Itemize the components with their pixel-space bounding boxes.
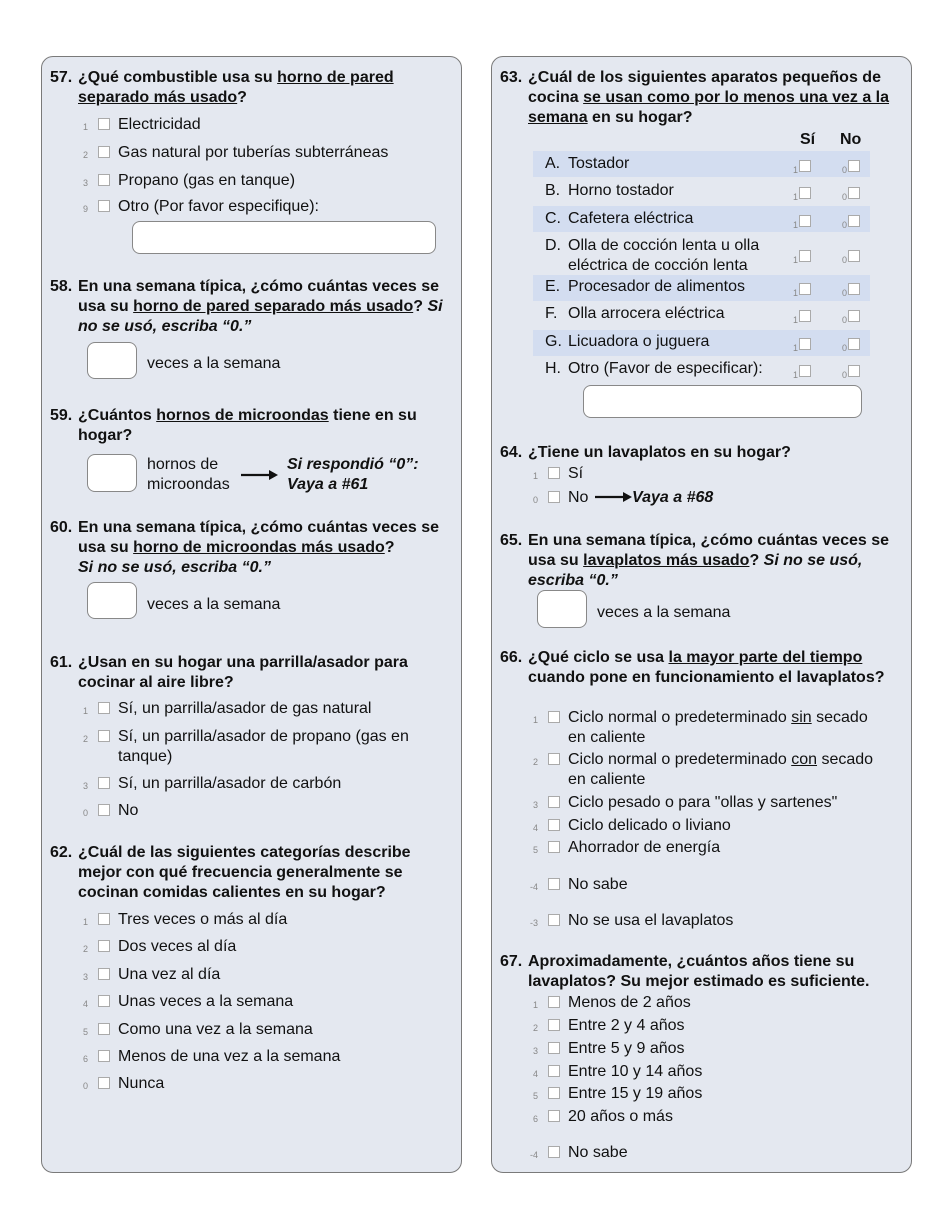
checkbox[interactable] bbox=[548, 841, 560, 853]
q63-other-input[interactable] bbox=[583, 385, 862, 418]
checkbox[interactable] bbox=[848, 338, 860, 350]
q57-other-input[interactable] bbox=[132, 221, 436, 254]
q63-row-a: A. Tostador 1 0 bbox=[533, 151, 870, 177]
checkbox[interactable] bbox=[799, 250, 811, 262]
checkbox[interactable] bbox=[548, 711, 560, 723]
checkbox[interactable] bbox=[548, 491, 560, 503]
checkbox[interactable] bbox=[848, 365, 860, 377]
checkbox[interactable] bbox=[548, 753, 560, 765]
q59-count-input[interactable] bbox=[87, 454, 137, 492]
q59-skip-line2: Vaya a #61 bbox=[287, 476, 369, 493]
q63-row-c: C. Cafetera eléctrica 1 0 bbox=[533, 206, 870, 232]
q57-question: 57. ¿Qué combustible usa su horno de pared separado más usado? bbox=[50, 69, 394, 106]
q67-question: 67. Aproximadamente, ¿cuántos años tiene su lavaplatos? Su mejor estimado es suficiente. bbox=[500, 953, 870, 990]
q62-question: 62. ¿Cuál de las siguientes categorías describe mejor con qué frecuencia generalmente se cocinan comidas calientes en su hogar? bbox=[50, 844, 411, 901]
arrow-right-icon bbox=[595, 491, 633, 503]
q63-row-e: E. Procesador de alimentos 1 0 bbox=[533, 275, 870, 301]
q63-row-d: D. Olla de cocción lenta u olla eléctrica de cocción lenta 1 0 bbox=[533, 233, 870, 275]
checkbox[interactable] bbox=[548, 1110, 560, 1122]
checkbox[interactable] bbox=[98, 730, 110, 742]
checkbox[interactable] bbox=[548, 1019, 560, 1031]
q59-question: 59. ¿Cuántos hornos de microondas tiene en su hogar? bbox=[50, 407, 417, 444]
checkbox[interactable] bbox=[848, 310, 860, 322]
q63-row-h: H. Otro (Favor de especificar): 1 0 bbox=[533, 357, 870, 383]
q63-row-f: F. Olla arrocera eléctrica 1 0 bbox=[533, 302, 870, 328]
checkbox[interactable] bbox=[98, 1023, 110, 1035]
q63-col-yes: Sí bbox=[800, 131, 816, 148]
checkbox[interactable] bbox=[799, 283, 811, 295]
checkbox[interactable] bbox=[548, 819, 560, 831]
checkbox[interactable] bbox=[548, 1065, 560, 1077]
checkbox[interactable] bbox=[848, 215, 860, 227]
checkbox[interactable] bbox=[548, 878, 560, 890]
q64-question: 64. ¿Tiene un lavaplatos en su hogar? bbox=[500, 444, 791, 461]
q63-col-no: No bbox=[840, 131, 862, 148]
q58-count-input[interactable] bbox=[87, 342, 137, 379]
q57-number: 57. bbox=[50, 69, 73, 86]
checkbox[interactable] bbox=[799, 338, 811, 350]
checkbox[interactable] bbox=[548, 1146, 560, 1158]
checkbox[interactable] bbox=[848, 187, 860, 199]
q59-skip-line1: Si respondió “0”: bbox=[287, 456, 419, 473]
q60-count-input[interactable] bbox=[87, 582, 137, 619]
checkbox[interactable] bbox=[98, 200, 110, 212]
q64-skip: Vaya a #68 bbox=[632, 489, 714, 506]
checkbox[interactable] bbox=[98, 118, 110, 130]
checkbox[interactable] bbox=[848, 160, 860, 172]
checkbox[interactable] bbox=[548, 467, 560, 479]
checkbox[interactable] bbox=[98, 940, 110, 952]
checkbox[interactable] bbox=[848, 250, 860, 262]
q60-unit: veces a la semana bbox=[147, 596, 281, 613]
checkbox[interactable] bbox=[98, 995, 110, 1007]
checkbox[interactable] bbox=[848, 283, 860, 295]
checkbox[interactable] bbox=[799, 215, 811, 227]
checkbox[interactable] bbox=[799, 365, 811, 377]
checkbox[interactable] bbox=[98, 174, 110, 186]
q63-question: 63. ¿Cuál de los siguientes aparatos pequeños de cocina se usan como por lo menos una vez a la semana en su hogar? bbox=[500, 69, 890, 126]
checkbox[interactable] bbox=[98, 1077, 110, 1089]
q58-question: 58. En una semana típica, ¿cómo cuántas veces se usa su horno de pared separado más usado? Si no se usó, escriba “0.” bbox=[50, 278, 443, 335]
checkbox[interactable] bbox=[548, 1087, 560, 1099]
checkbox[interactable] bbox=[98, 1050, 110, 1062]
checkbox[interactable] bbox=[98, 968, 110, 980]
q65-unit: veces a la semana bbox=[597, 604, 731, 621]
checkbox[interactable] bbox=[548, 796, 560, 808]
q65-question: 65. En una semana típica, ¿cómo cuántas veces se usa su lavaplatos más usado? Si no se usó, escriba “0.” bbox=[500, 532, 890, 589]
q66-question: 66. ¿Qué ciclo se usa la mayor parte del tiempo cuando pone en funcionamiento el lavaplatos? bbox=[500, 649, 885, 686]
checkbox[interactable] bbox=[548, 1042, 560, 1054]
checkbox[interactable] bbox=[799, 187, 811, 199]
checkbox[interactable] bbox=[98, 777, 110, 789]
q60-question: 60. En una semana típica, ¿cómo cuántas veces se usa su horno de microondas más usado? Si no se usó, escriba “0.” bbox=[50, 519, 440, 576]
checkbox[interactable] bbox=[98, 146, 110, 158]
checkbox[interactable] bbox=[548, 914, 560, 926]
checkbox[interactable] bbox=[799, 310, 811, 322]
checkbox[interactable] bbox=[98, 804, 110, 816]
q63-row-b: B. Horno tostador 1 0 bbox=[533, 178, 870, 204]
checkbox[interactable] bbox=[548, 996, 560, 1008]
checkbox[interactable] bbox=[98, 702, 110, 714]
q63-row-g: G. Licuadora o juguera 1 0 bbox=[533, 330, 870, 356]
q58-unit: veces a la semana bbox=[147, 355, 281, 372]
checkbox[interactable] bbox=[799, 160, 811, 172]
q59-unit-line1: hornos de bbox=[147, 456, 219, 473]
arrow-right-icon bbox=[241, 469, 279, 481]
q61-question: 61. ¿Usan en su hogar una parrilla/asador para cocinar al aire libre? bbox=[50, 654, 408, 691]
q65-count-input[interactable] bbox=[537, 590, 587, 628]
checkbox[interactable] bbox=[98, 913, 110, 925]
q59-unit-line2: microondas bbox=[147, 476, 230, 493]
